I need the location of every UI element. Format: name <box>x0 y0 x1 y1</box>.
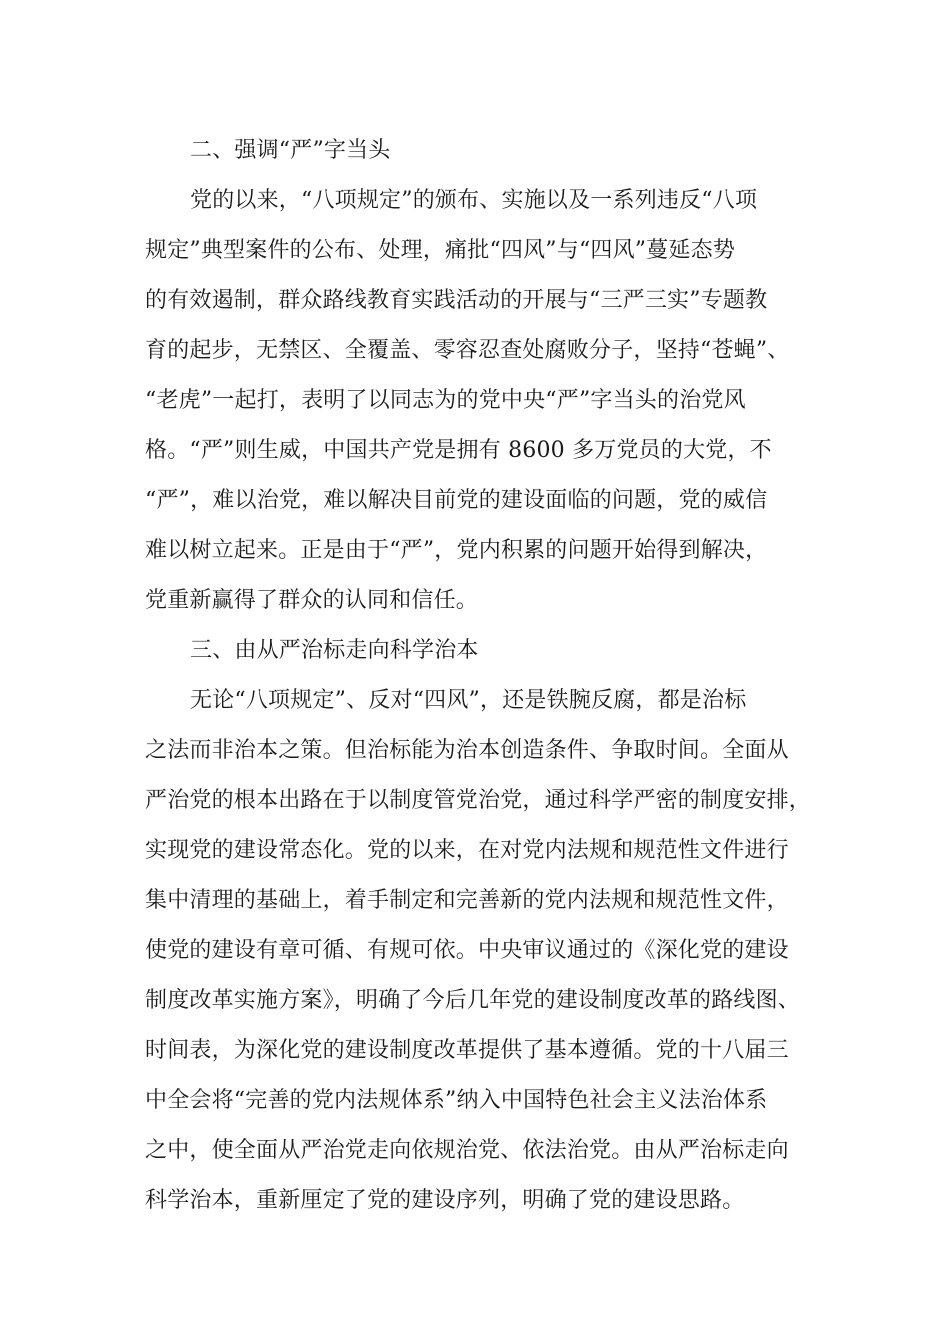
paragraph-line: 规定”典型案件的公布、处理，痛批“四风”与“四风”蔓延态势 <box>145 238 736 263</box>
section-heading-3: 三、由从严治标走向科学治本 <box>190 638 479 663</box>
paragraph-line: 使党的建设有章可循、有规可依。中央审议通过的《深化党的建设 <box>145 938 789 963</box>
paragraph-line: 格。“严”则生威，中国共产党是拥有 8600 多万党员的大党，不 <box>145 438 772 463</box>
paragraph-line: 无论“八项规定”、反对“四风”，还是铁腕反腐，都是治标 <box>190 688 747 713</box>
paragraph-line: 制度改革实施方案》，明确了今后几年党的建设制度改革的路线图、 <box>145 988 801 1013</box>
paragraph-line: 之法而非治本之策。但治标能为治本创造条件、争取时间。全面从 <box>145 738 789 763</box>
paragraph-line: 的有效遏制，群众路线教育实践活动的开展与“三严三实”专题教 <box>145 288 768 313</box>
paragraph-line: 中全会将“完善的党内法规体系”纳入中国特色社会主义法治体系 <box>145 1088 768 1113</box>
paragraph-line: “严”，难以治党，难以解决目前党的建设面临的问题，党的威信 <box>145 488 768 513</box>
paragraph-line: 育的起步，无禁区、全覆盖、零容忍查处腐败分子，坚持“苍蝇”、 <box>145 338 790 363</box>
section-heading-2: 二、强调“严”字当头 <box>190 138 391 163</box>
paragraph-line: 实现党的建设常态化。党的以来，在对党内法规和规范性文件进行 <box>145 838 789 863</box>
paragraph-line: 时间表，为深化党的建设制度改革提供了基本遵循。党的十八届三 <box>145 1038 789 1063</box>
paragraph-line: 科学治本，重新厘定了党的建设序列，明确了党的建设思路。 <box>145 1188 745 1213</box>
paragraph-line: 党重新赢得了群众的认同和信任。 <box>145 588 479 613</box>
paragraph-line: 严治党的根本出路在于以制度管党治党，通过科学严密的制度安排， <box>145 788 812 813</box>
paragraph-line: 集中清理的基础上，着手制定和完善新的党内法规和规范性文件， <box>145 888 789 913</box>
paragraph-line: 之中，使全面从严治党走向依规治党、依法治党。由从严治标走向 <box>145 1138 789 1163</box>
paragraph-line: 党的以来，“八项规定”的颁布、实施以及一系列违反“八项 <box>190 188 758 213</box>
paragraph-line: 难以树立起来。正是由于“严”，党内积累的问题开始得到解决， <box>145 538 768 563</box>
paragraph-line: “老虎”一起打，表明了以同志为的党中央“严”字当头的治党风 <box>145 388 746 413</box>
